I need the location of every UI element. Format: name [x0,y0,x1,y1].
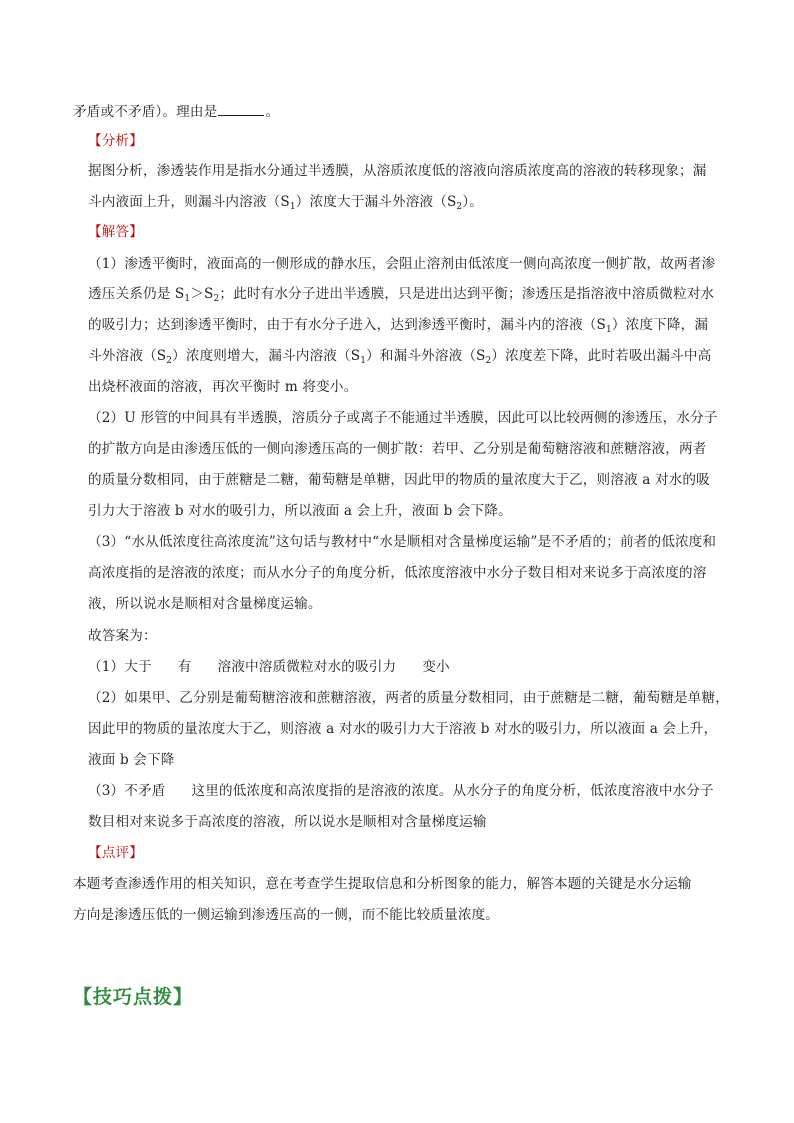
text-line: 出烧杯液面的溶液，再次平衡时 m 将变小。 [88,379,358,395]
answer-blank [218,101,264,116]
analysis-tag: 【分析】 [88,133,143,149]
text-line: 的质量分数相同，由于蔗糖是二糖，葡萄糖是单糖，因此甲的物质的量浓度大于乙，则溶液 a 对水的吸 [88,472,710,488]
text-line: 液，所以说水是顺相对含量梯度运输。 [88,596,322,612]
text-line: 本题考查渗透作用的相关知识，意在考查学生提取信息和分析图象的能力，解答本题的关键是水分运输 [73,876,692,892]
section-heading: 【技巧点拨】 [73,986,194,1008]
text-line: 方向是渗透压低的一侧运输到渗透压高的一侧，而不能比较质量浓度。 [73,907,500,923]
text-line: 的吸引力；达到渗透平衡时，由于有水分子进入，达到渗透平衡时，漏斗内的溶液$(S_1)$浓度下降，漏 [88,317,709,335]
text-line: 数目相对来说多于高浓度的溶液，所以说水是顺相对含量梯度运输 [88,814,487,830]
text-line: 透压关系仍是 $S_1>S_2$；此时有水分子进出半透膜，只是进出达到平衡；渗透压是指溶液中溶质微粒对水 [88,286,715,304]
text-line: 高浓度指的是溶液的浓度；而从水分子的角度分析，低浓度溶液中水分子数目相对来说多于高浓度的溶 [88,565,707,581]
text-line: 故答案为： [88,628,157,644]
comment-tag: 【点评】 [88,845,143,861]
text-line: （1）大于 有 溶液中溶质微粒对水的吸引力 变小 [88,659,450,675]
text-line: 斗外溶液$(S_2)$浓度则增大，漏斗内溶液$(S_1)$和漏斗外溶液$(S_2)$浓度差下降，此时若吸出漏斗中高 [88,348,712,366]
text-line: 斗内液面上升，则漏斗内溶液$(S_1)$浓度大于漏斗外溶液$(S_2)$。 [88,194,483,212]
text-line: （2）U 形管的中间具有半透膜，溶质分子或离子不能通过半透膜，因此可以比较两侧的渗透压，水分子 [88,410,718,426]
text-line: 引力大于溶液 b 对水的吸引力，所以液面 a 会上升，液面 b 会下降。 [88,503,512,519]
text-line: （3）不矛盾 这里的低浓度和高浓度指的是溶液的浓度。从水分子的角度分析，低浓度溶液中水分子 [88,783,714,799]
answer-tag: 【解答】 [88,224,143,240]
text-line: 液面 b 会下降 [88,752,175,768]
text-line: 因此甲的物质的量浓度大于乙，则溶液 a 对水的吸引力大于溶液 b 对水的吸引力，所以液面 a 会上升， [88,721,718,737]
text-line: （1）渗透平衡时，液面高的一侧形成的静水压，会阻止溶剂由低浓度一侧向高浓度一侧扩散，故两者渗 [88,256,716,272]
text-line: （2）如果甲、乙分别是葡萄糖溶液和蔗糖溶液，两者的质量分数相同，由于蔗糖是二糖，葡萄糖是单糖， [88,690,730,706]
text-line: （3）“水从低浓度往高浓度流”这句话与教材中“水是顺相对含量梯度运输”是不矛盾的；前者的低浓度和 [88,534,717,550]
text-line: 的扩散方向是由渗透压低的一侧向渗透压高的一侧扩散：若甲、乙分别是葡萄糖溶液和蔗糖溶液，两者 [88,441,707,457]
text-line: 据图分析，渗透装作用是指水分通过半透膜，从溶质浓度低的溶液向溶质浓度高的溶液的转移现象；漏 [88,163,707,179]
text-line: 矛盾或不矛盾）。理由是 。 [73,101,279,121]
